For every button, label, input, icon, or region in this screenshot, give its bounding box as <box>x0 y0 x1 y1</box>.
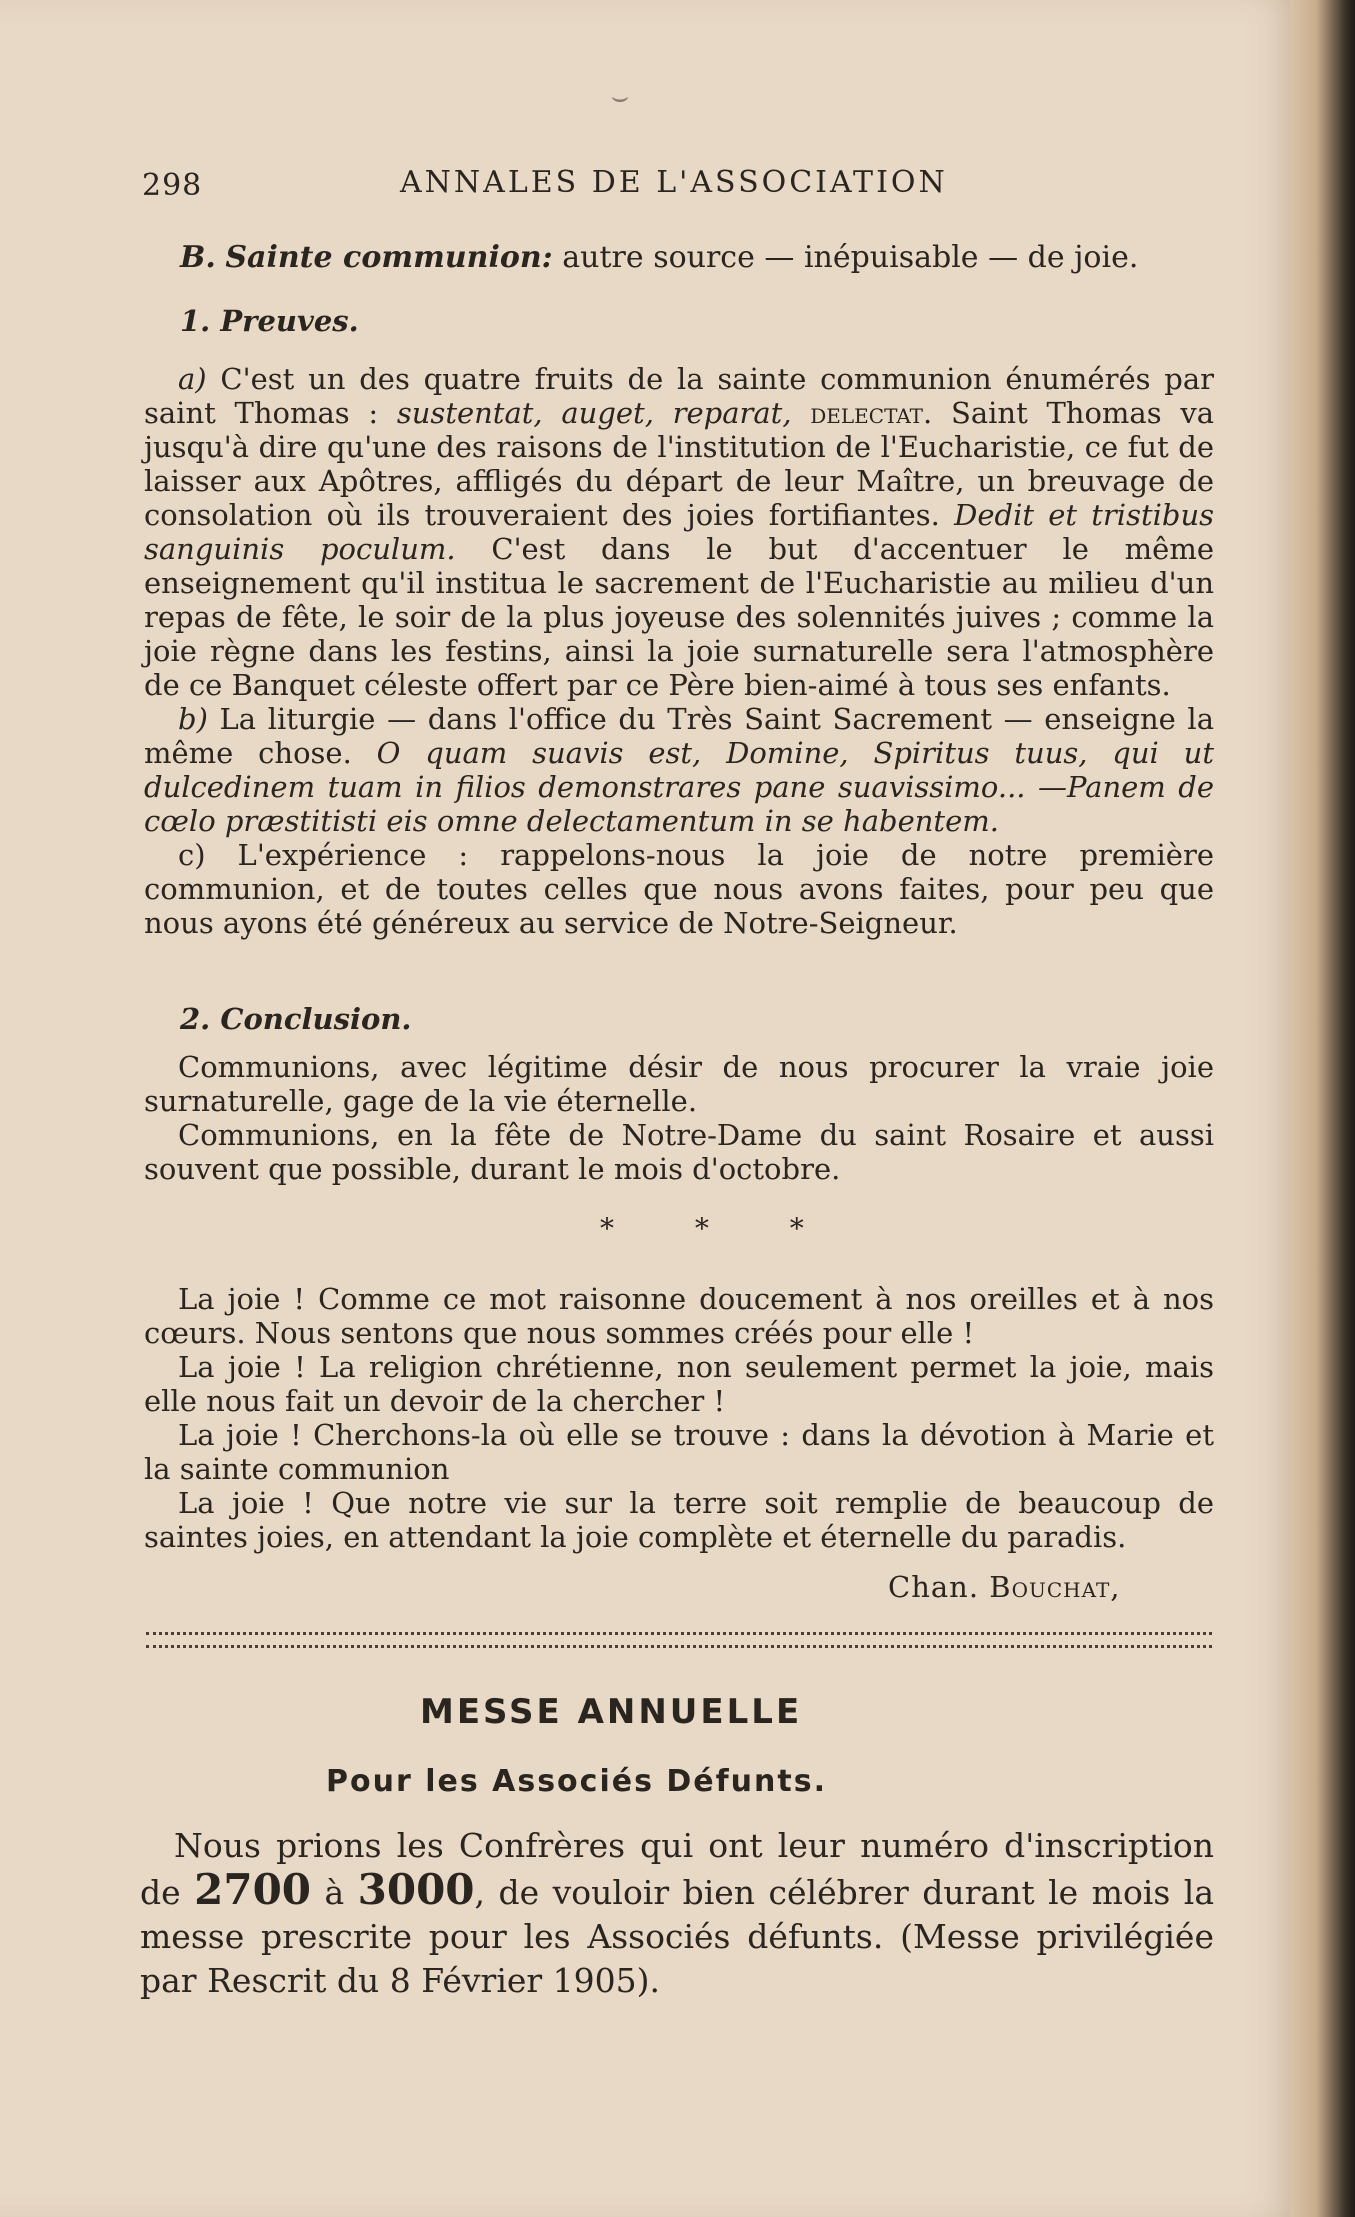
page-edge-shadow <box>1290 0 1355 2217</box>
conclusion-p1: Communions, avec légitime désir de nous procurer la vraie joie surnaturelle, gage de la vie éternelle. <box>144 1050 1214 1118</box>
joie-p3: La joie ! Cherchons-la où elle se trouve : dans la dévotion à Marie et la sainte communion <box>144 1418 1214 1486</box>
section-b-label: B. <box>180 240 216 275</box>
conclusion-heading: 2. Conclusion. <box>180 1002 412 1036</box>
section-b-heading <box>180 240 1138 275</box>
number-from: 2700 <box>194 1865 312 1914</box>
ornament-mark: ⌣ <box>610 80 630 113</box>
conclusion-body <box>144 1050 1214 1186</box>
ornamental-divider <box>146 1632 1212 1648</box>
section-b-title: Sainte communion: <box>225 240 553 275</box>
signature-name: Bouchat, <box>989 1570 1121 1604</box>
a-text-3: C'est dans le but d'accentuer le même enseignement qu'il institua le sacrement de l'Eucharistie au milieu d'un repas de fête, le soir de la plus joyeuse des solennités juives ; comme la joie règne dans les festins, ainsi la joie surnaturelle sera l'atmosphère de ce Banquet céleste offert par ce Père bien-aimé à tous ses enfants. <box>144 532 1214 702</box>
joie-p1: La joie ! Comme ce mot raisonne doucement à nos oreilles et à nos cœurs. Nous sentons que nous sommes créés pour elle ! <box>144 1282 1214 1350</box>
running-title: ANNALES DE L'ASSOCIATION <box>400 165 948 200</box>
messe-notice <box>140 1824 1214 2003</box>
b-label: b) <box>178 702 208 736</box>
section-separator: * * * <box>600 1212 840 1245</box>
conclusion-p2: Communions, en la fête de Notre-Dame du saint Rosaire et aussi souvent que possible, durant le mois d'octobre. <box>144 1118 1214 1186</box>
messe-title: MESSE ANNUELLE <box>420 1692 803 1732</box>
messe-text-3: , de vouloir bien célébrer durant le mois la messe prescrite pour les Associés défunts. (Messe privilégiée par Rescrit du 8 Février 1905). <box>140 1873 1214 2000</box>
joie-p2: La joie ! La religion chrétienne, non seulement permet la joie, mais elle nous fait un devoir de la chercher ! <box>144 1350 1214 1418</box>
paragraph-a <box>144 362 1214 702</box>
b-latin: O quam suavis est, Domine, Spiritus tuus, qui ut dulcedinem tuam in filios demonstrares pane suavissimo... —Panem de cœlo præstitisti eis omne delectamentum in se habentem. <box>144 736 1214 838</box>
page-number: 298 <box>142 168 203 203</box>
section-b-rest: autre source — inépuisable — de joie. <box>562 240 1139 275</box>
signature-prefix: Chan. <box>888 1570 990 1604</box>
joie-p4: La joie ! Que notre vie sur la terre soit remplie de beaucoup de saintes joies, en attendant la joie complète et éternelle du paradis. <box>144 1486 1214 1554</box>
messe-text-1: ous prions les Confrères qui ont leur numéro d'inscription de <box>140 1826 1214 1912</box>
messe-initial: N <box>174 1826 203 1865</box>
messe-subtitle: Pour les Associés Défunts. <box>326 1764 827 1799</box>
signature <box>888 1570 1121 1604</box>
a-latin-2: Dedit et tristibus sanguinis poculum. <box>144 498 1214 566</box>
joie-body <box>144 1282 1214 1554</box>
messe-text-2: à <box>311 1873 358 1912</box>
number-to: 3000 <box>357 1865 475 1914</box>
a-label: a) <box>178 362 207 396</box>
paragraph-c: c) L'expérience : rappelons-nous la joie de notre première communion, et de toutes celles que nous avons faites, pour peu que nous ayons été généreux au service de Notre-Seigneur. <box>144 838 1214 940</box>
b-text-1: La liturgie — dans l'office du Très Saint Sacrement — enseigne la même chose. <box>144 702 1214 770</box>
preuves-body <box>144 362 1214 940</box>
a-text-1: C'est un des quatre fruits de la sainte communion énumérés par saint Thomas : <box>144 362 1215 430</box>
paragraph-b <box>144 702 1214 838</box>
preuves-heading: 1. Preuves. <box>180 304 359 338</box>
a-latin-1: sustentat, auget, reparat, <box>396 396 792 430</box>
a-smallcaps: delectat. <box>791 396 933 430</box>
a-text-2: Saint Thomas va jusqu'à dire qu'une des raisons de l'institution de l'Eucharistie, ce fut de laisser aux Apôtres, affligés du départ de leur Maître, un breuvage de consolation où ils trouveraient des joies fortifiantes. <box>144 396 1215 532</box>
messe-paragraph <box>140 1824 1214 2003</box>
